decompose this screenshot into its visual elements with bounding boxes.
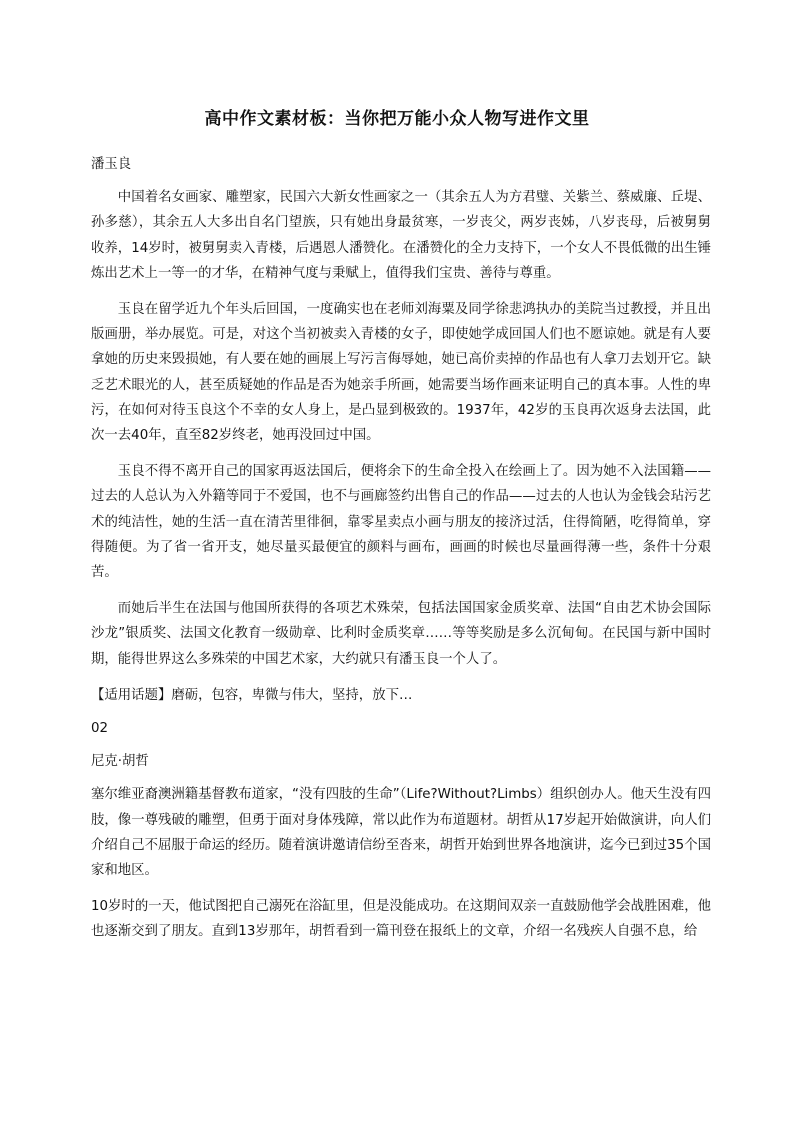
section-number: 02 [91, 721, 109, 737]
paragraph: 塞尔维亚裔澳洲籍基督教布道家，“没有四肢的生命”（Life?Without?Limbs）组织创办人。他天生没有四肢，像一尊残破的雕塑，但勇于面对身体残障，常以此作为布道题材。胡哲从17岁起开始做演讲，向人们介绍自己不屈服于命运的经历。随着演讲邀请信纷至沓来，胡哲开始到世界各地演讲，迄今已到过35个国家和地区。 [91, 787, 711, 879]
paragraph: 而她后半生在法国与他国所获得的各项艺术殊荣，包括法国国家金质奖章、法国“自由艺术协会国际沙龙”银质奖、法国文化教育一级勋章、比利时金质奖章……等等奖励是多么沉甸甸。在民国与新中国时期，能得世界这么多殊荣的中国艺术家，大约就只有潘玉良一个人了。 [91, 601, 711, 667]
document-body [91, 152, 711, 956]
section-heading: 尼克·胡哲 [91, 754, 149, 770]
document-title: 高中作文素材板：当你把万能小众人物写进作文里 [204, 109, 590, 129]
paragraph: 中国着名女画家、雕塑家，民国六大新女性画家之一（其余五人为方君璧、关紫兰、蔡威廉、丘堤、孙多慈），其余五人大多出自名门望族，只有她出身最贫寒，一岁丧父，两岁丧姊，八岁丧母，后被舅舅收养，14岁时，被舅舅卖入青楼，后遇恩人潘赞化。在潘赞化的全力支持下，一个女人不畏低微的出生锤炼出艺术上一等一的才华，在精神气度与秉赋上，值得我们宝贵、善待与尊重。 [91, 190, 711, 281]
section-heading: 潘玉良 [91, 157, 132, 172]
paragraph: 10岁时的一天，他试图把自己溺死在浴缸里，但是没能成功。在这期间双亲一直鼓励他学会战胜困难，他也逐渐交到了朋友。直到13岁那年，胡哲看到一篇刊登在报纸上的文章，介绍一名残疾人自强不息，给 [91, 899, 711, 940]
paragraph: 玉良不得不离开自己的国家再返法国后，便将余下的生命全投入在绘画上了。因为她不入法国籍——过去的人总认为入外籍等同于不爱国，也不与画廊签约出售自己的作品——过去的人也认为金钱会玷污艺术的纯洁性，她的生活一直在清苦里徘徊，靠零星卖点小画与朋友的接济过活，住得简陋，吃得简单，穿得随便。为了省一省开支，她尽量买最便宜的颜料与画布，画画的时候也尽量画得薄一些，条件十分艰苦。 [91, 464, 711, 581]
topics-line: 【适用话题】磨砺，包容，卑微与伟大，坚持，放下… [91, 687, 413, 703]
paragraph: 玉良在留学近九个年头后回国，一度确实也在老师刘海粟及同学徐悲鸿执办的美院当过教授，并且出版画册，举办展览。可是，对这个当初被卖入青楼的女子，即使她学成回国人们也不愿谅她。就是有人要拿她的历史来毁损她，有人要在她的画展上写污言侮辱她，她已高价卖掉的作品也有人拿刀去划开它。缺乏艺术眼光的人，甚至质疑她的作品是否为她亲手所画，她需要当场作画来证明自己的真本事。人性的卑污，在如何对待玉良这个不幸的女人身上，是凸显到极致的。1937年，42岁的玉良再次返身去法国，此次一去40年，直至82岁终老，她再没回过中国。 [91, 302, 711, 444]
